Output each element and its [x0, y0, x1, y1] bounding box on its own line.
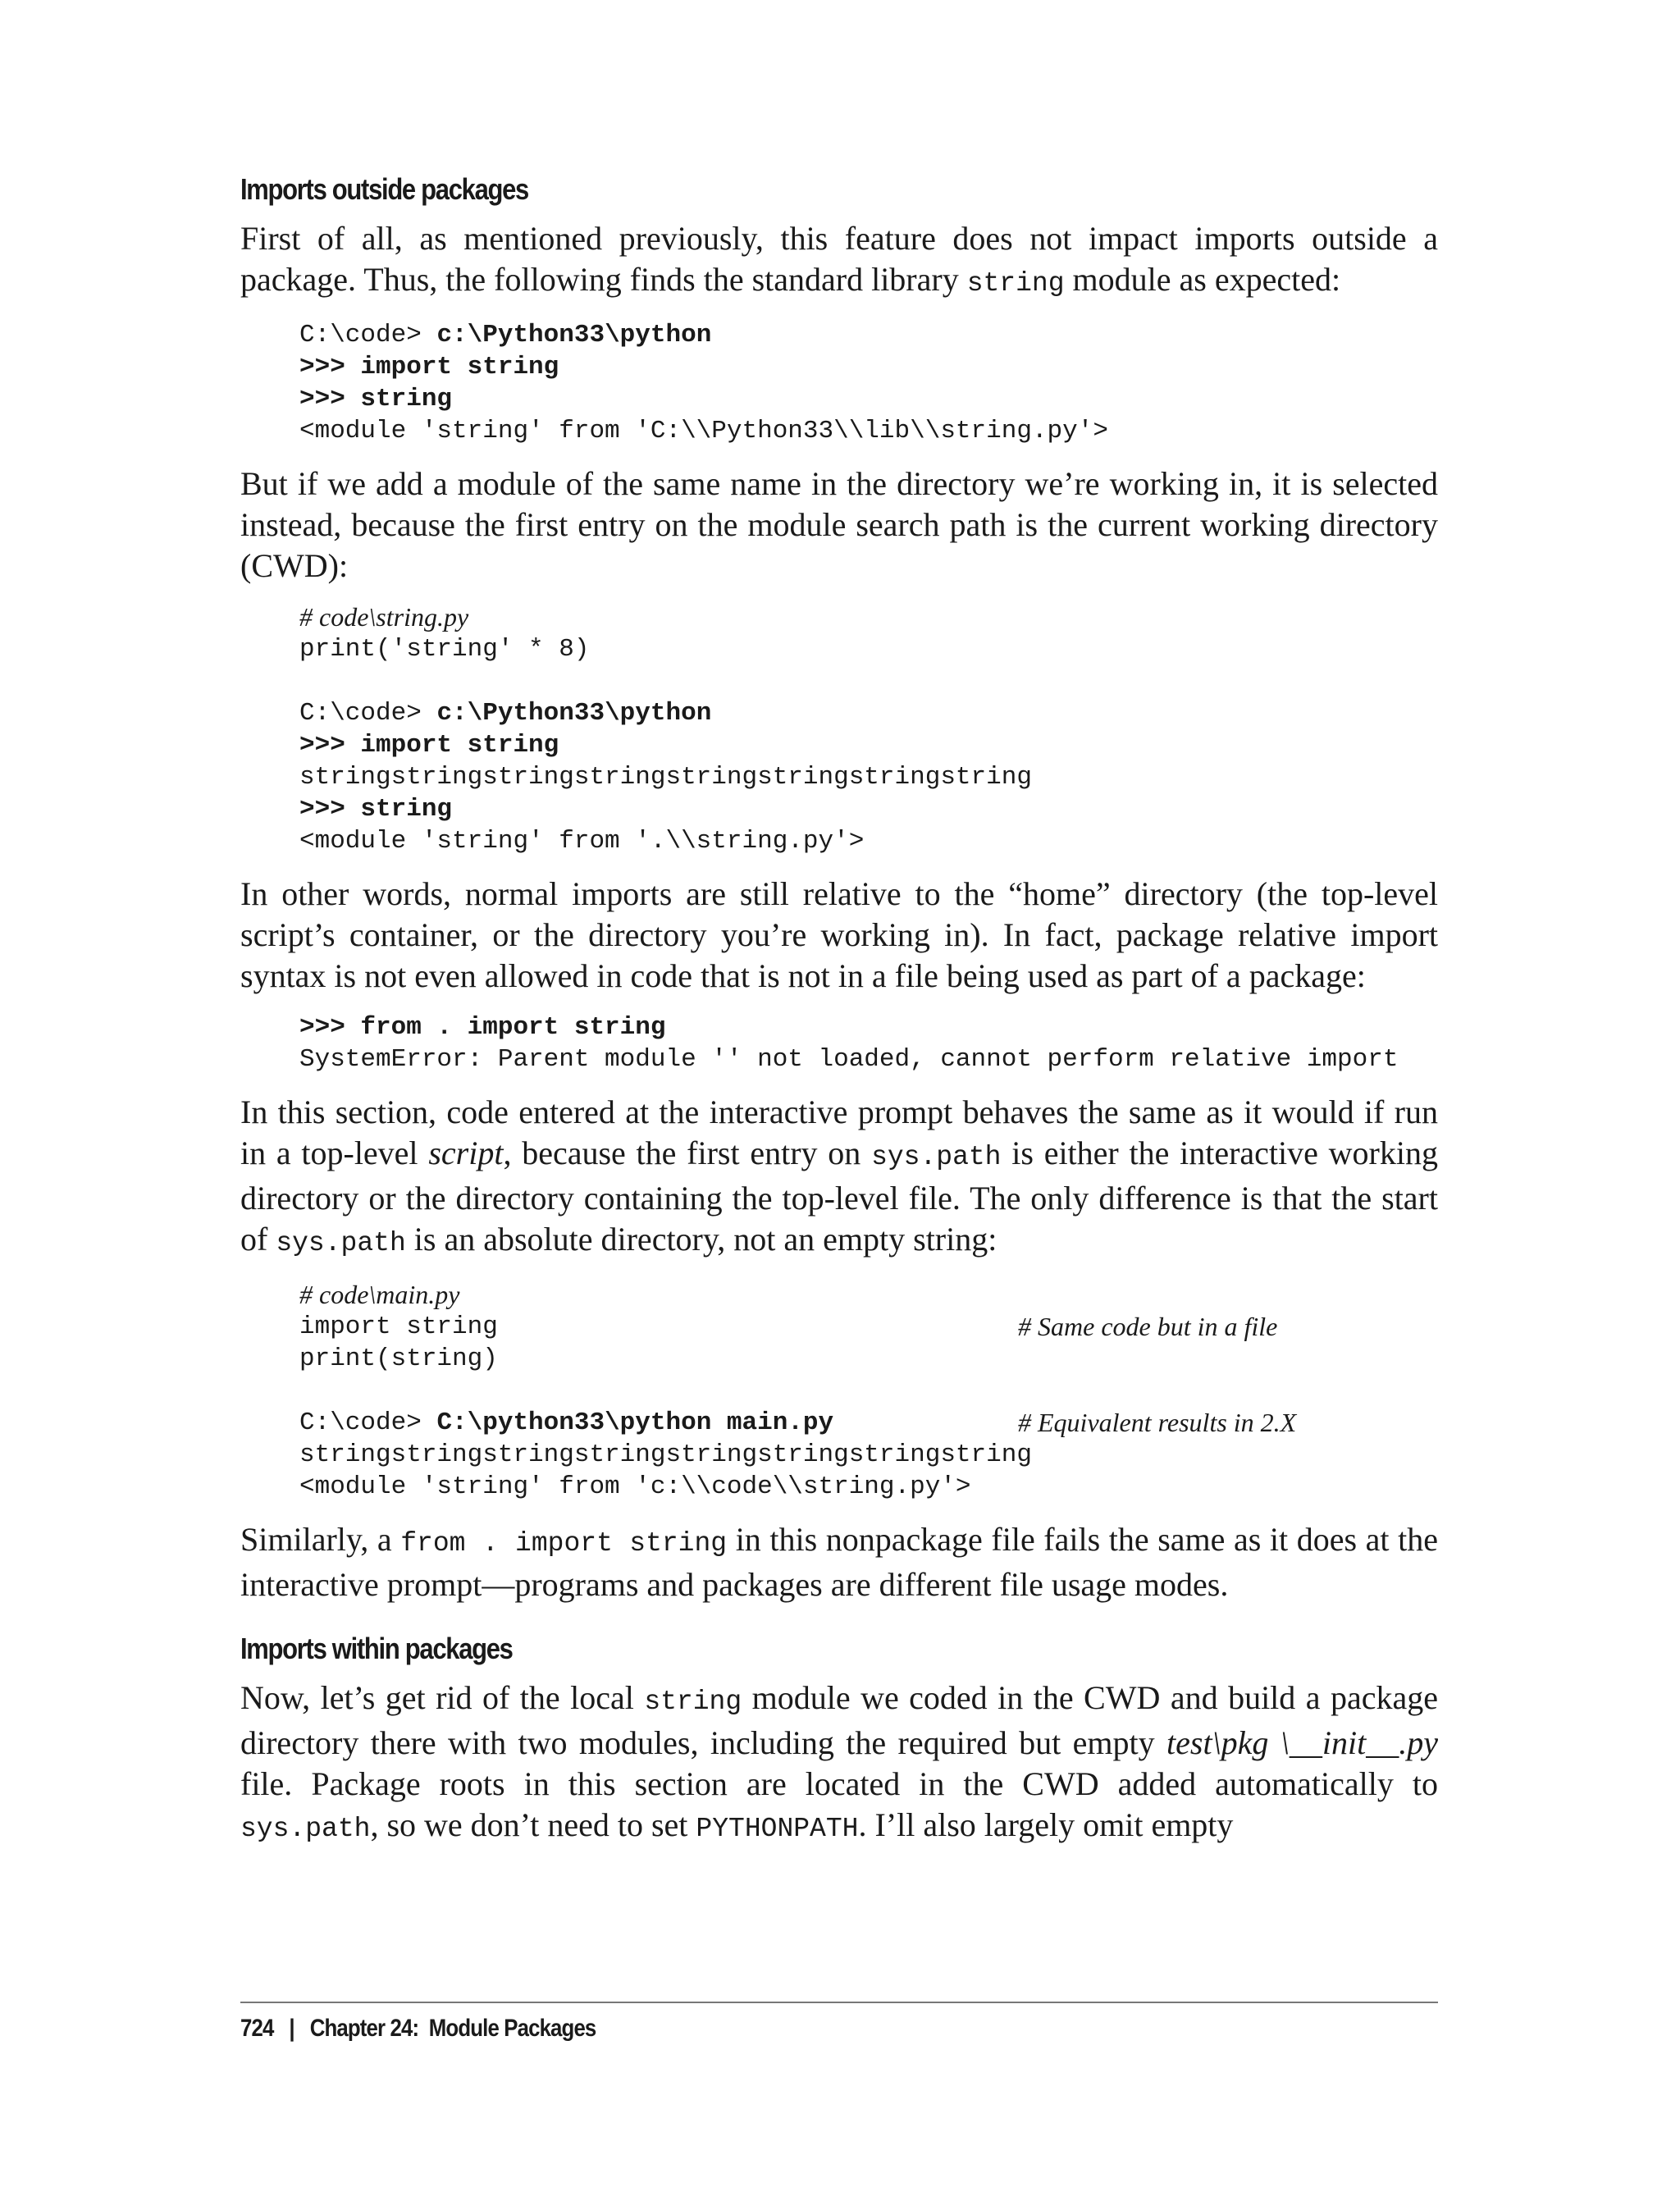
- chapter-title: Chapter 24: Module Packages: [309, 2015, 596, 2042]
- inline-code-sys-path: sys.path: [871, 1142, 1002, 1172]
- page-footer: [240, 2002, 1438, 2043]
- code-block-relative-error: >>> from . import string SystemError: Parent module '' not loaded, cannot perform relative import: [299, 1013, 1399, 1074]
- paragraph-home-directory: In other words, normal imports are still relative to the “home” directory (the top-level script’s container, or the directory you’re working in). In fact, package relative import syntax is not even allowed in code that is not in a file being used as part of a package:: [240, 875, 1438, 994]
- inline-code-from-import: from . import string: [400, 1528, 728, 1559]
- paragraph-interactive-prompt: In this section, code entered at the interactive prompt behaves the same as it would if run in a top-level script, because the first entry on sys.path is either the interactive working directory or the directory containing the top-level file. The only difference is that the start of sys.path is an absolute directory, not an empty string:: [240, 1093, 1438, 1258]
- page-body: [240, 172, 1438, 1865]
- code-block-stdlib-import: C:\code> c:\Python33\python >>> import string >>> string <module 'string' from 'C:\\Python33\\lib\\string.py'>: [299, 321, 1108, 445]
- page-number: 724: [240, 2015, 274, 2042]
- footer-rule: [240, 2002, 1438, 2003]
- paragraph-nonpackage: Similarly, a from . import string in this nonpackage file fails the same as it does at the interactive prompt—programs and packages are different file usage modes.: [240, 1521, 1438, 1603]
- footer-separator: |: [289, 2015, 294, 2042]
- paragraph-cwd: But if we add a module of the same name in the directory we’re working in, it is selected instead, because the first entry on the module search path is the current working directory (CWD):: [240, 465, 1438, 584]
- inline-code-sys-path: sys.path: [240, 1814, 371, 1844]
- paragraph-intro: First of all, as mentioned previously, this feature does not impact imports outside a package. Thus, the following finds the standard library string module as expected:: [240, 220, 1438, 299]
- inline-code-sys-path: sys.path: [276, 1228, 406, 1258]
- section-heading-within: Imports within packages: [240, 1632, 513, 1665]
- code-block-local-string: # code\string.py print('string' * 8) C:\code> c:\Python33\python >>> import string stringstringstringstringstringstringstringstring >>> string <module 'string' from '.\\string.py'>: [299, 602, 1032, 856]
- paragraph-package-setup: Now, let’s get rid of the local string module we coded in the CWD and build a package directory there with two modules, including the required but empty test\pkg \__init__.py file. Package roots in this section are located in the CWD added automatically to sys.path, so we don’t need to set PYTHONPATH. I’ll also largely omit empty: [240, 1679, 1439, 1844]
- inline-path-init: test\pkg \__init__.py: [1166, 1724, 1439, 1761]
- inline-code-string: string: [644, 1687, 742, 1717]
- section-heading-outside: Imports outside packages: [240, 172, 529, 206]
- inline-code-pythonpath: PYTHONPATH: [696, 1814, 859, 1844]
- inline-code-string: string: [966, 268, 1065, 299]
- code-block-main-py: # code\main.py import string # Same code but in a file print(string) C:\code> C:\python33\python main.py # Equivalent results in 2.X stringstringstringstringstringstringstringstring <module 'string' from 'c:\\code\\string.py'>: [299, 1280, 1297, 1501]
